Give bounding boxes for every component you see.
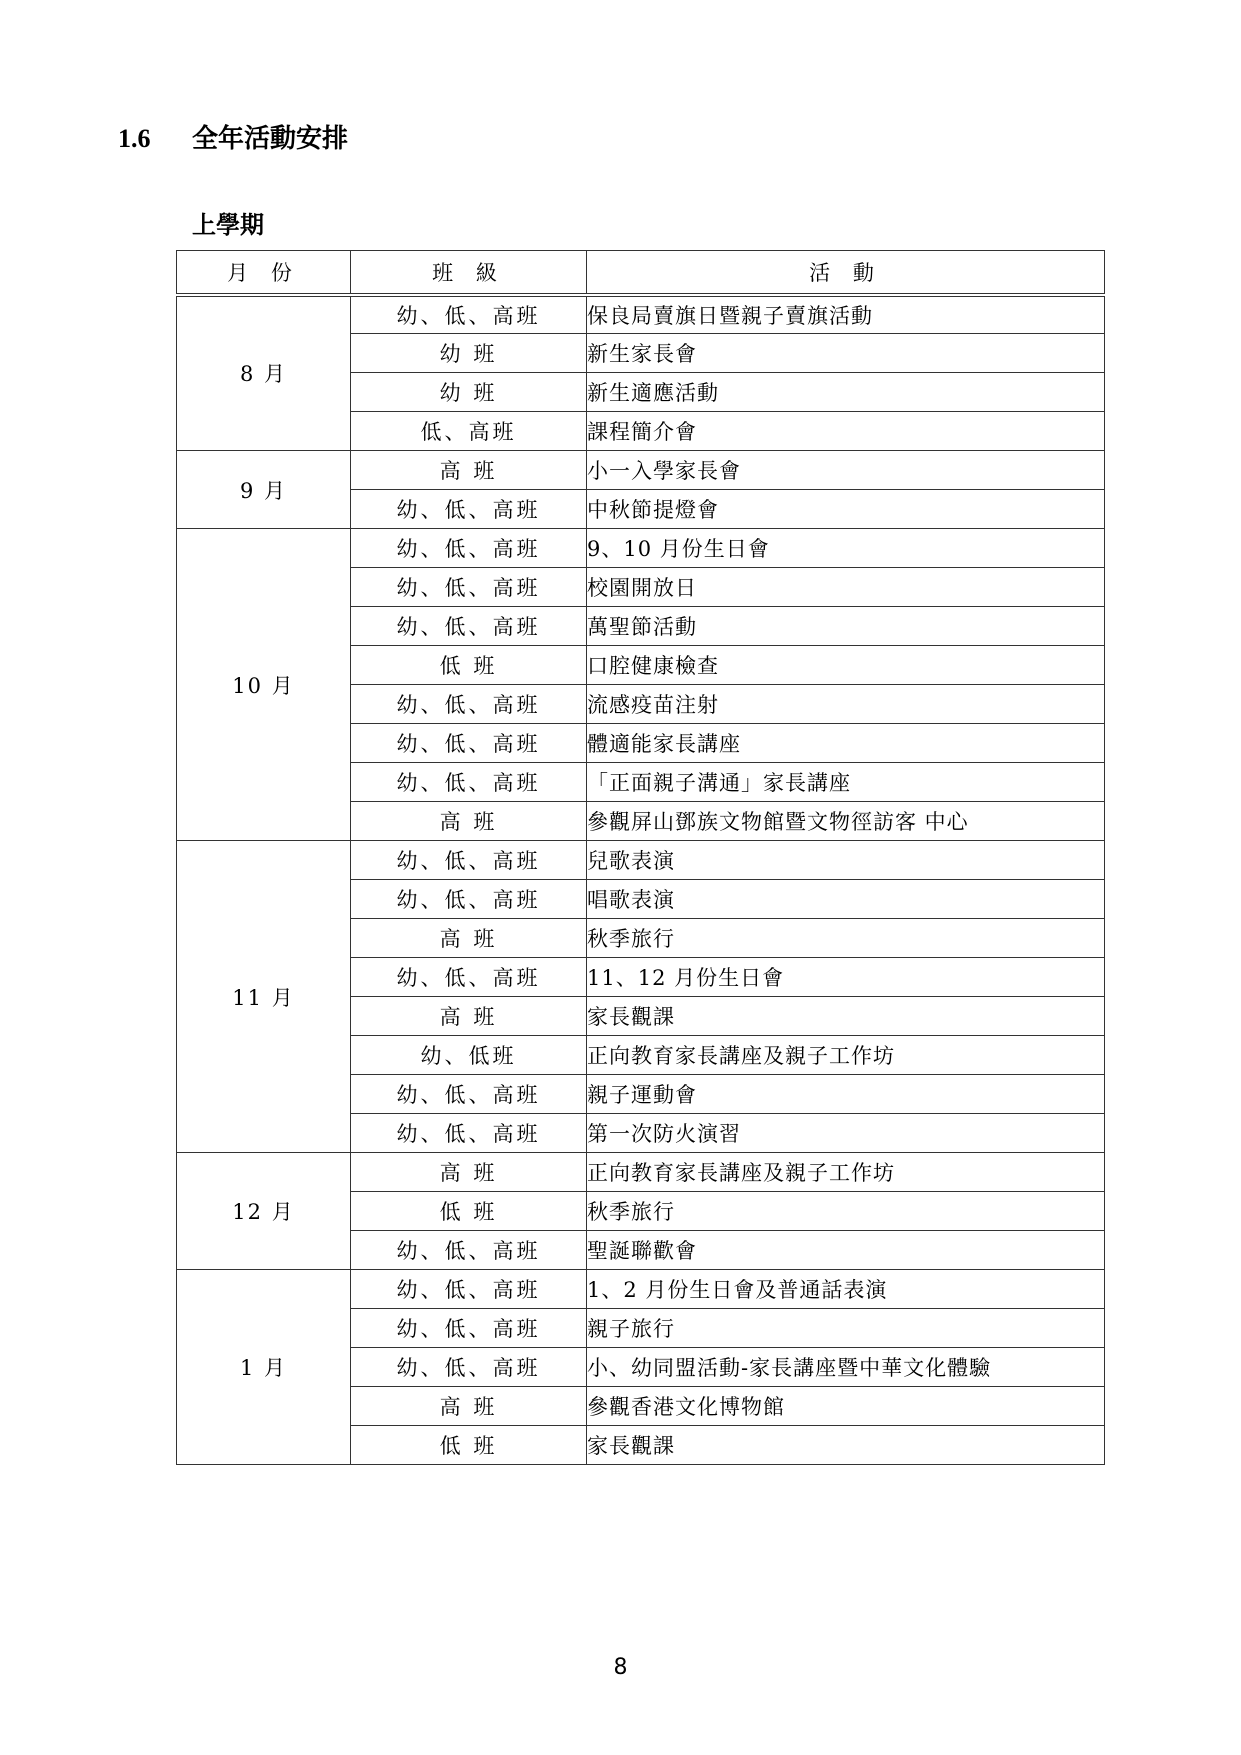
month-cell: 8 月 xyxy=(177,295,351,451)
page-number: 8 xyxy=(613,1655,628,1680)
activity-cell: 兒歌表演 xyxy=(587,841,1105,880)
class-cell: 低、高班 xyxy=(351,412,587,451)
class-cell: 高 班 xyxy=(351,919,587,958)
activity-cell: 課程簡介會 xyxy=(587,412,1105,451)
month-cell: 11 月 xyxy=(177,841,351,1153)
class-cell: 幼、低、高班 xyxy=(351,1348,587,1387)
activity-cell: 第一次防火演習 xyxy=(587,1114,1105,1153)
term-title: 上學期 xyxy=(192,211,264,239)
header-activity: 活 動 xyxy=(587,251,1105,295)
month-cell: 9 月 xyxy=(177,451,351,529)
activity-cell: 11、12 月份生日會 xyxy=(587,958,1105,997)
activity-cell: 小、幼同盟活動-家長講座暨中華文化體驗 xyxy=(587,1348,1105,1387)
activity-cell: 新生適應活動 xyxy=(587,373,1105,412)
month-cell: 1 月 xyxy=(177,1270,351,1465)
class-cell: 幼、低、高班 xyxy=(351,1309,587,1348)
header-month: 月 份 xyxy=(177,251,351,295)
class-cell: 低 班 xyxy=(351,1426,587,1465)
class-cell: 高 班 xyxy=(351,1387,587,1426)
activity-cell: 親子旅行 xyxy=(587,1309,1105,1348)
activity-cell: 保良局賣旗日暨親子賣旗活動 xyxy=(587,295,1105,334)
class-cell: 幼、低、高班 xyxy=(351,724,587,763)
table-row xyxy=(177,529,1105,568)
activity-cell: 校園開放日 xyxy=(587,568,1105,607)
class-cell: 高 班 xyxy=(351,1153,587,1192)
class-cell: 高 班 xyxy=(351,802,587,841)
activity-cell: 正向教育家長講座及親子工作坊 xyxy=(587,1036,1105,1075)
header-class: 班 級 xyxy=(351,251,587,295)
activity-cell: 秋季旅行 xyxy=(587,1192,1105,1231)
activity-cell: 參觀香港文化博物館 xyxy=(587,1387,1105,1426)
table-body xyxy=(177,295,1105,1465)
activity-cell: 體適能家長講座 xyxy=(587,724,1105,763)
table-row xyxy=(177,841,1105,880)
table-row xyxy=(177,1270,1105,1309)
activity-cell: 9、10 月份生日會 xyxy=(587,529,1105,568)
activity-cell: 親子運動會 xyxy=(587,1075,1105,1114)
activity-cell: 參觀屏山鄧族文物館暨文物徑訪客 中心 xyxy=(587,802,1105,841)
class-cell: 幼、低、高班 xyxy=(351,763,587,802)
activity-cell: 家長觀課 xyxy=(587,997,1105,1036)
class-cell: 低 班 xyxy=(351,1192,587,1231)
class-cell: 幼 班 xyxy=(351,373,587,412)
class-cell: 幼、低、高班 xyxy=(351,958,587,997)
activity-cell: 正向教育家長講座及親子工作坊 xyxy=(587,1153,1105,1192)
table-row xyxy=(177,1153,1105,1192)
activity-cell: 中秋節提燈會 xyxy=(587,490,1105,529)
activity-cell: 1、2 月份生日會及普通話表演 xyxy=(587,1270,1105,1309)
activity-cell: 家長觀課 xyxy=(587,1426,1105,1465)
month-cell: 12 月 xyxy=(177,1153,351,1270)
section-heading xyxy=(118,118,348,155)
section-number: 1.6 xyxy=(118,124,151,153)
table-row xyxy=(177,295,1105,334)
activity-cell: 小一入學家長會 xyxy=(587,451,1105,490)
class-cell: 幼、低、高班 xyxy=(351,607,587,646)
table-header-row xyxy=(177,251,1105,295)
class-cell: 幼 班 xyxy=(351,334,587,373)
class-cell: 幼、低、高班 xyxy=(351,1231,587,1270)
activity-cell: 「正面親子溝通」家長講座 xyxy=(587,763,1105,802)
class-cell: 幼、低、高班 xyxy=(351,295,587,334)
class-cell: 幼、低、高班 xyxy=(351,1114,587,1153)
activity-cell: 口腔健康檢查 xyxy=(587,646,1105,685)
class-cell: 幼、低、高班 xyxy=(351,841,587,880)
class-cell: 幼、低、高班 xyxy=(351,1075,587,1114)
activity-cell: 聖誕聯歡會 xyxy=(587,1231,1105,1270)
activity-cell: 秋季旅行 xyxy=(587,919,1105,958)
section-title: 全年活動安排 xyxy=(192,124,349,154)
class-cell: 低 班 xyxy=(351,646,587,685)
class-cell: 幼、低、高班 xyxy=(351,685,587,724)
activity-cell: 唱歌表演 xyxy=(587,880,1105,919)
class-cell: 幼、低、高班 xyxy=(351,880,587,919)
class-cell: 高 班 xyxy=(351,997,587,1036)
activity-cell: 流感疫苗注射 xyxy=(587,685,1105,724)
activity-schedule-table xyxy=(176,250,1105,1465)
class-cell: 高 班 xyxy=(351,451,587,490)
class-cell: 幼、低、高班 xyxy=(351,568,587,607)
class-cell: 幼、低、高班 xyxy=(351,529,587,568)
class-cell: 幼、低、高班 xyxy=(351,490,587,529)
month-cell: 10 月 xyxy=(177,529,351,841)
table-row xyxy=(177,451,1105,490)
class-cell: 幼、低、高班 xyxy=(351,1270,587,1309)
activity-cell: 萬聖節活動 xyxy=(587,607,1105,646)
class-cell: 幼、低班 xyxy=(351,1036,587,1075)
activity-cell: 新生家長會 xyxy=(587,334,1105,373)
